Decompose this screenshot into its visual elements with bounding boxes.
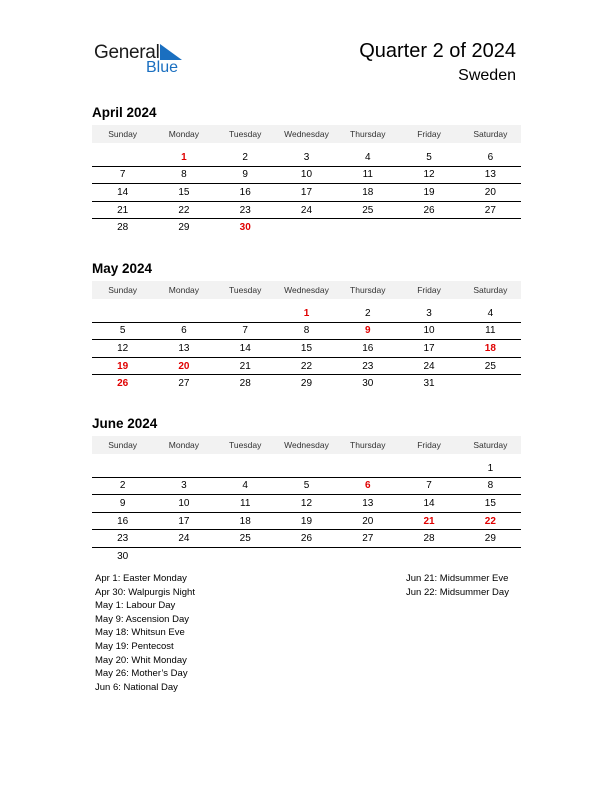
holiday-note: May 18: Whitsun Eve: [95, 627, 185, 639]
day-cell: 23: [337, 357, 398, 375]
day-cell: 13: [337, 495, 398, 513]
empty-day-cell: [337, 547, 398, 564]
day-cell: 19: [276, 512, 337, 530]
day-cell: 12: [276, 495, 337, 513]
day-cell: 30: [239, 222, 251, 234]
day-cell: 27: [337, 530, 398, 548]
weekday-header: Friday: [398, 125, 459, 143]
day-cell: 3: [276, 149, 337, 166]
day-cell: 10: [153, 495, 214, 513]
week-row: [92, 547, 521, 564]
day-cell: 18: [215, 512, 276, 530]
day-cell: 20: [153, 357, 214, 375]
day-cell: 24: [153, 530, 214, 548]
weekday-header: Monday: [153, 281, 214, 299]
month-april: [92, 104, 521, 236]
day-cell: 12: [92, 340, 153, 358]
day-cell: 30: [117, 550, 129, 562]
day-cell: 23: [215, 201, 276, 219]
weekday-header: Saturday: [460, 436, 521, 454]
empty-day-cell: [215, 305, 276, 322]
day-cell: 13: [153, 340, 214, 358]
week-row: [92, 219, 521, 236]
day-cell: 20: [460, 184, 521, 202]
weekday-header: Tuesday: [215, 436, 276, 454]
holiday-notes-right: [406, 572, 509, 599]
day-cell: 1: [153, 149, 214, 166]
weekday-header: Tuesday: [215, 125, 276, 143]
month-title: May 2024: [92, 261, 153, 276]
country-name: Sweden: [458, 67, 516, 84]
weekday-header: Friday: [398, 436, 459, 454]
day-cell: 21: [215, 357, 276, 375]
logo-text-general: General: [94, 42, 160, 63]
day-cell: 27: [178, 378, 190, 390]
day-cell: 22: [460, 512, 521, 530]
day-cell: 31: [423, 378, 435, 390]
day-cell: 14: [398, 495, 459, 513]
month-title: June 2024: [92, 416, 158, 431]
empty-day-cell: [153, 460, 214, 477]
empty-day-cell: [276, 460, 337, 477]
day-cell: 28: [117, 222, 129, 234]
day-cell: 16: [337, 340, 398, 358]
day-cell: 6: [153, 322, 214, 340]
day-cell: 3: [398, 305, 459, 322]
day-cell: 4: [215, 477, 276, 495]
week-row: [92, 357, 521, 375]
day-cell: 7: [92, 166, 153, 184]
weekday-header: Saturday: [460, 281, 521, 299]
calendar-table: [92, 125, 521, 236]
weekday-header-row: [92, 436, 521, 454]
holiday-note: Jun 6: National Day: [95, 681, 178, 693]
day-cell: 6: [460, 149, 521, 166]
empty-day-cell: [398, 547, 459, 564]
day-cell: 7: [398, 477, 459, 495]
calendar-table: [92, 436, 521, 565]
month-may: [92, 260, 521, 392]
day-cell: 25: [460, 357, 521, 375]
day-cell: 11: [215, 495, 276, 513]
empty-day-cell: [276, 219, 337, 236]
weekday-header: Sunday: [92, 125, 153, 143]
day-cell: 5: [92, 322, 153, 340]
day-cell: 21: [92, 201, 153, 219]
day-cell: 21: [398, 512, 459, 530]
week-row: [92, 166, 521, 184]
empty-day-cell: [153, 547, 214, 564]
holiday-note: May 1: Labour Day: [95, 600, 176, 612]
day-cell: 19: [398, 184, 459, 202]
week-row: [92, 201, 521, 219]
generalblue-logo: [94, 40, 194, 80]
day-cell: 25: [215, 530, 276, 548]
holiday-note: Apr 30: Walpurgis Night: [95, 586, 195, 598]
day-cell: 22: [276, 357, 337, 375]
holiday-note: Jun 22: Midsummer Day: [406, 586, 509, 598]
weekday-header-row: [92, 125, 521, 143]
empty-day-cell: [215, 547, 276, 564]
weekday-header-row: [92, 281, 521, 299]
day-cell: 27: [460, 201, 521, 219]
week-row: [92, 184, 521, 202]
week-row: [92, 305, 521, 322]
day-cell: 30: [362, 378, 374, 390]
day-cell: 26: [117, 378, 129, 390]
weekday-header: Wednesday: [276, 125, 337, 143]
day-cell: 17: [276, 184, 337, 202]
day-cell: 3: [153, 477, 214, 495]
day-cell: 9: [92, 495, 153, 513]
holiday-notes-left: [95, 572, 195, 694]
weekday-header: Wednesday: [276, 281, 337, 299]
day-cell: 6: [337, 477, 398, 495]
weekday-header: Saturday: [460, 125, 521, 143]
empty-day-cell: [337, 219, 398, 236]
day-cell: 7: [215, 322, 276, 340]
day-cell: 18: [337, 184, 398, 202]
day-cell: 14: [215, 340, 276, 358]
day-cell: 26: [398, 201, 459, 219]
empty-day-cell: [460, 219, 521, 236]
day-cell: 15: [153, 184, 214, 202]
empty-day-cell: [337, 460, 398, 477]
holiday-note: Apr 1: Easter Monday: [95, 573, 187, 584]
day-cell: 2: [215, 149, 276, 166]
weekday-header: Friday: [398, 281, 459, 299]
day-cell: 18: [460, 340, 521, 358]
empty-day-cell: [398, 219, 459, 236]
weekday-header: Tuesday: [215, 281, 276, 299]
week-row: [92, 460, 521, 477]
day-cell: 25: [337, 201, 398, 219]
empty-day-cell: [460, 547, 521, 564]
week-row: [92, 149, 521, 166]
day-cell: 29: [178, 222, 190, 234]
day-cell: 17: [153, 512, 214, 530]
day-cell: 10: [398, 322, 459, 340]
day-cell: 4: [337, 149, 398, 166]
day-cell: 13: [460, 166, 521, 184]
empty-day-cell: [92, 460, 153, 477]
week-row: [92, 340, 521, 358]
day-cell: 22: [153, 201, 214, 219]
week-row: [92, 477, 521, 495]
month-june: [92, 415, 521, 565]
holiday-note: Jun 21: Midsummer Eve: [406, 573, 509, 584]
holiday-note: May 19: Pentecost: [95, 640, 174, 652]
holiday-note: May 20: Whit Monday: [95, 654, 187, 666]
week-row: [92, 375, 521, 392]
holiday-note: May 9: Ascension Day: [95, 613, 189, 625]
day-cell: 8: [276, 322, 337, 340]
weekday-header: Thursday: [337, 436, 398, 454]
day-cell: 23: [92, 530, 153, 548]
holiday-note: May 26: Mother’s Day: [95, 668, 188, 680]
page-title: Quarter 2 of 2024: [359, 40, 516, 62]
weekday-header: Monday: [153, 436, 214, 454]
weekday-header: Sunday: [92, 436, 153, 454]
week-row: [92, 512, 521, 530]
day-cell: 8: [460, 477, 521, 495]
day-cell: 12: [398, 166, 459, 184]
day-cell: 10: [276, 166, 337, 184]
weekday-header: Thursday: [337, 281, 398, 299]
weekday-header: Monday: [153, 125, 214, 143]
day-cell: 14: [92, 184, 153, 202]
empty-day-cell: [276, 547, 337, 564]
week-row: [92, 322, 521, 340]
day-cell: 9: [337, 322, 398, 340]
empty-day-cell: [215, 460, 276, 477]
day-cell: 11: [337, 166, 398, 184]
day-cell: 2: [337, 305, 398, 322]
weekday-header: Wednesday: [276, 436, 337, 454]
weekday-header: Thursday: [337, 125, 398, 143]
day-cell: 20: [337, 512, 398, 530]
empty-day-cell: [153, 305, 214, 322]
day-cell: 15: [460, 495, 521, 513]
day-cell: 15: [276, 340, 337, 358]
week-row: [92, 495, 521, 513]
day-cell: 16: [215, 184, 276, 202]
empty-day-cell: [92, 305, 153, 322]
calendar-table: [92, 281, 521, 392]
logo-triangle-icon: [160, 44, 182, 60]
day-cell: 28: [398, 530, 459, 548]
day-cell: 24: [276, 201, 337, 219]
day-cell: 24: [398, 357, 459, 375]
day-cell: 8: [153, 166, 214, 184]
day-cell: 2: [92, 477, 153, 495]
day-cell: 28: [239, 378, 251, 390]
weekday-header: Sunday: [92, 281, 153, 299]
month-title: April 2024: [92, 105, 157, 120]
day-cell: 16: [92, 512, 153, 530]
day-cell: 5: [398, 149, 459, 166]
week-row: [92, 530, 521, 548]
empty-day-cell: [460, 375, 521, 392]
day-cell: 17: [398, 340, 459, 358]
day-cell: 26: [276, 530, 337, 548]
day-cell: 11: [460, 322, 521, 340]
day-cell: 29: [460, 530, 521, 548]
day-cell: 19: [92, 357, 153, 375]
logo-text-blue: Blue: [146, 59, 179, 76]
day-cell: 9: [215, 166, 276, 184]
day-cell: 5: [276, 477, 337, 495]
empty-day-cell: [398, 460, 459, 477]
day-cell: 4: [460, 305, 521, 322]
day-cell: 1: [276, 305, 337, 322]
empty-day-cell: [92, 149, 153, 166]
day-cell: 29: [300, 378, 313, 390]
day-cell: 1: [460, 460, 521, 477]
